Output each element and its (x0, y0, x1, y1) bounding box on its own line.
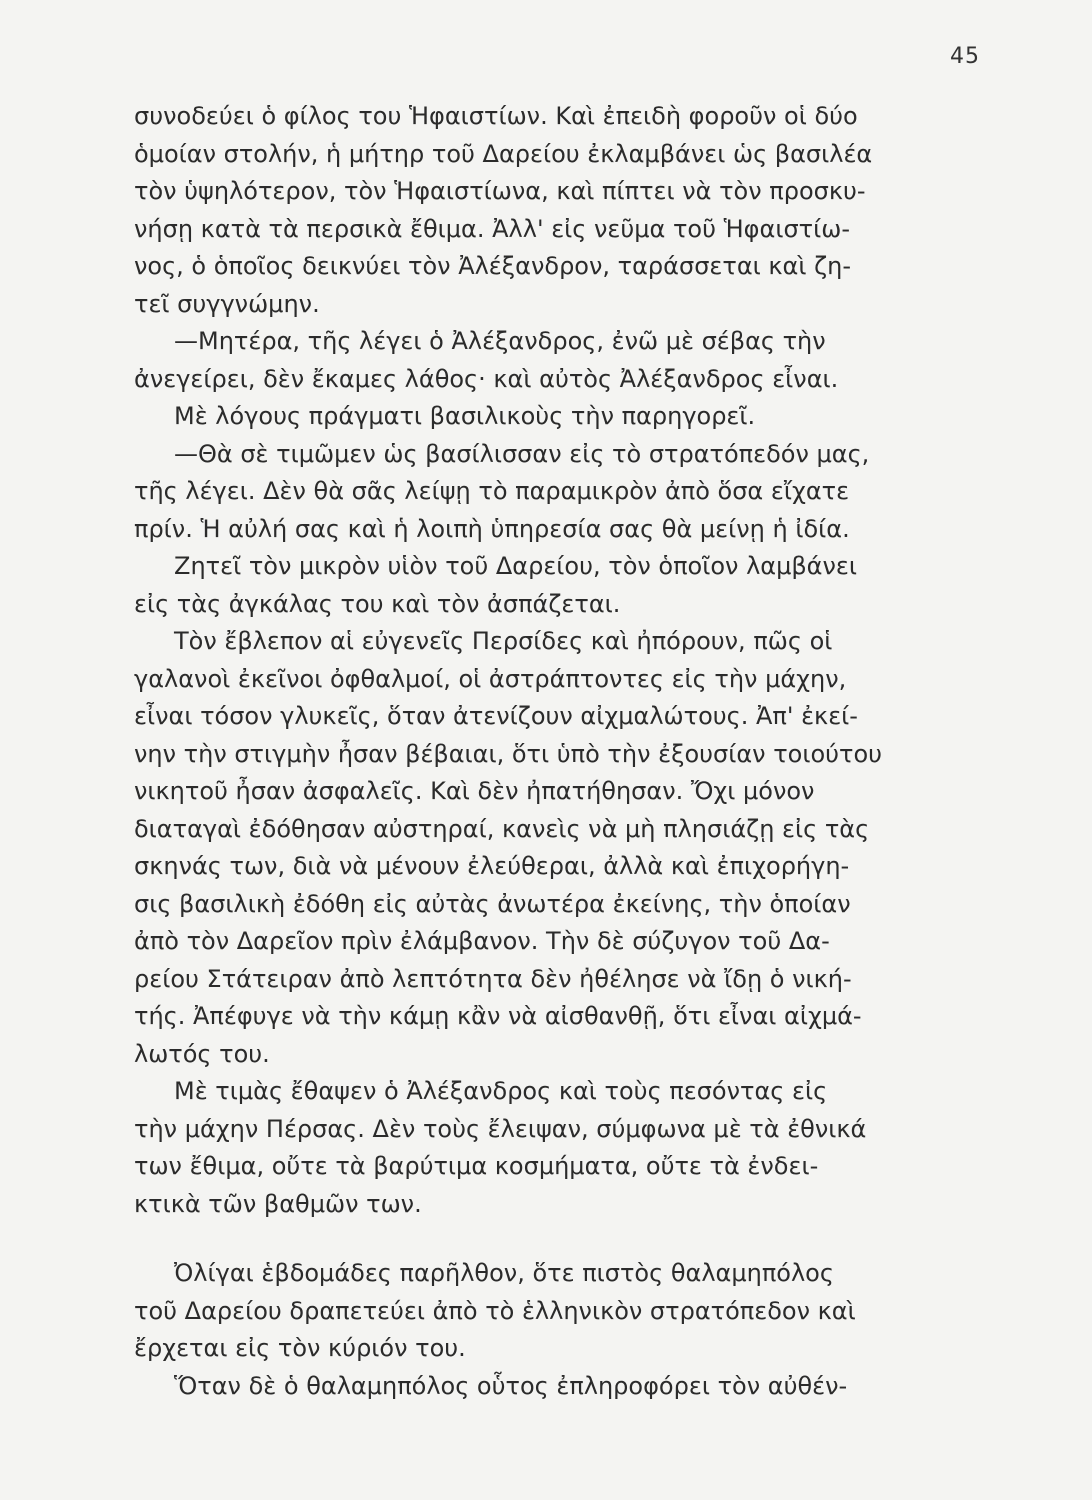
text-line: νήσῃ κατὰ τὰ περσικὰ ἔθιμα. Ἀλλ' εἰς νεῦμα τοῦ Ἡφαιστίω- (134, 214, 850, 243)
text-line: Ὀλίγαι ἑβδομάδες παρῆλθον, ὅτε πιστὸς θαλαμηπόλος (174, 1259, 834, 1287)
text-line: Ὅταν δὲ ὁ θαλαμηπόλος οὗτος ἐπληροφόρει τὸν αὐθέν- (174, 1371, 848, 1400)
text-line: ἀπὸ τὸν Δαρεῖον πρὶν ἐλάμβανον. Τὴν δὲ σύζυγον τοῦ Δα- (134, 927, 830, 955)
text-line: εἰς τὰς ἀγκάλας του καὶ τὸν ἀσπάζεται. (134, 589, 621, 618)
text-line: τῆς λέγει. Δὲν θὰ σᾶς λείψῃ τὸ παραμικρὸν ἀπὸ ὅσα εἴχατε (134, 477, 850, 505)
text-line: —Μητέρα, τῆς λέγει ὁ Ἀλέξανδρος, ἐνῶ μὲ σέβας τὴν (174, 327, 826, 355)
text-line: τεῖ συγγνώμην. (134, 289, 320, 318)
text-line: νην τὴν στιγμὴν ἦσαν βέβαιαι, ὅτι ὑπὸ τὴν ἐξουσίαν τοιούτου (134, 739, 883, 768)
text-line: Ζητεῖ τὸν μικρὸν υἱὸν τοῦ Δαρείου, τὸν ὁποῖον λαμβάνει (174, 552, 858, 580)
text-line: λωτός του. (134, 1039, 270, 1068)
text-line: —Θὰ σὲ τιμῶμεν ὡς βασίλισσαν εἰς τὸ στρατόπεδόν μας, (174, 439, 870, 468)
text-line: νικητοῦ ἦσαν ἀσφαλεῖς. Καὶ δὲν ἠπατήθησαν. Ὄχι μόνον (134, 777, 815, 805)
text-line: ὁμοίαν στολήν, ἡ μήτηρ τοῦ Δαρείου ἐκλαμβάνει ὡς βασιλέα (134, 139, 873, 168)
text-line: Μὲ λόγους πράγματι βασιλικοὺς τὴν παρηγορεῖ. (174, 402, 756, 430)
text-line: τὴν μάχην Πέρσας. Δὲν τοὺς ἔλειψαν, σύμφωνα μὲ τὰ ἐθνικά (134, 1114, 867, 1143)
text-line: των ἔθιμα, οὔτε τὰ βαρύτιμα κοσμήματα, οὔτε τὰ ἐνδει- (134, 1152, 819, 1180)
text-line: νος, ὁ ὁποῖος δεικνύει τὸν Ἀλέξανδρον, ταράσσεται καὶ ζη- (134, 252, 852, 280)
text-line: ἔρχεται εἰς τὸν κύριόν του. (134, 1334, 466, 1362)
text-line: ρείου Στάτειραν ἀπὸ λεπτότητα δὲν ἠθέλησε νὰ ἴδῃ ὁ νική- (134, 964, 852, 993)
text-line: σις βασιλικὴ ἐδόθη εἰς αὐτὰς ἀνωτέρα ἐκείνης, τὴν ὁποίαν (134, 889, 851, 918)
text-line: ἀνεγείρει, δὲν ἔκαμες λάθος· καὶ αὐτὸς Ἀλέξανδρος εἶναι. (134, 364, 839, 393)
text-line: σκηνάς των, διὰ νὰ μένουν ἐλεύθεραι, ἀλλὰ καὶ ἐπιχορήγη- (134, 852, 850, 880)
text-line: γαλανοὶ ἐκεῖνοι ὀφθαλμοί, οἱ ἀστράπτοντες εἰς τὴν μάχην, (134, 664, 847, 693)
page-text (134, 98, 964, 1405)
text-line: εἶναι τόσον γλυκεῖς, ὅταν ἀτενίζουν αἰχμαλώτους. Ἀπ' ἐκεί- (134, 702, 858, 730)
text-line: διαταγαὶ ἐδόθησαν αὐστηραί, κανεὶς νὰ μὴ πλησιάζῃ εἰς τὰς (134, 814, 870, 843)
text-line: τοῦ Δαρείου δραπετεύει ἀπὸ τὸ ἑλληνικὸν στρατόπεδον καὶ (134, 1296, 856, 1325)
text-line: πρίν. Ἡ αὐλή σας καὶ ἡ λοιπὴ ὑπηρεσία σας θὰ μείνῃ ἡ ἰδία. (134, 514, 850, 543)
text-line: Τὸν ἔβλεπον αἱ εὐγενεῖς Περσίδες καὶ ἠπόρουν, πῶς οἱ (174, 627, 833, 655)
text-line: συνοδεύει ὁ φίλος του Ἡφαιστίων. Καὶ ἐπειδὴ φοροῦν οἱ δύο (134, 102, 858, 130)
text-line: Μὲ τιμὰς ἔθαψεν ὁ Ἀλέξανδρος καὶ τοὺς πεσόντας εἰς (174, 1077, 828, 1105)
section-break (134, 1223, 964, 1255)
text-line: κτικὰ τῶν βαθμῶν των. (134, 1189, 422, 1218)
page-number: 45 (950, 44, 980, 69)
text-line: τής. Ἀπέφυγε νὰ τὴν κάμῃ κἂν νὰ αἰσθανθῇ, ὅτι εἶναι αἰχμά- (134, 1002, 862, 1030)
text-line: τὸν ὑψηλότερον, τὸν Ἡφαιστίωνα, καὶ πίπτει νὰ τὸν προσκυ- (134, 177, 866, 205)
